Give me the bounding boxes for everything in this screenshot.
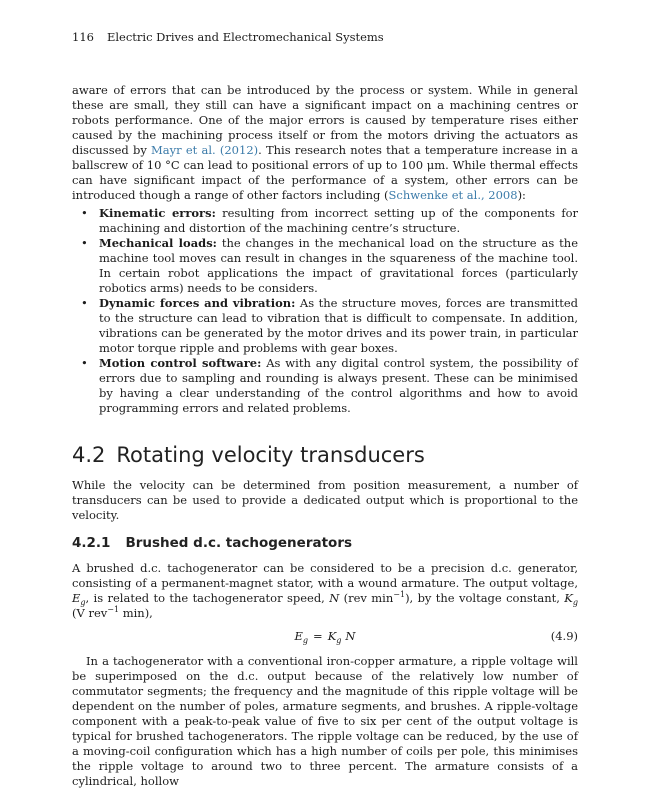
equation-rhs-variable: K — [327, 629, 337, 643]
intro-text-2: . This research notes that a temperature increase in a ballscrew of 10 °C can lead to positional errors of up to 100 μm. While thermal effects can have significant impact of the performance of a system, other errors can be introduced though a range of other factors including ( — [72, 143, 578, 202]
citation-link-schwenke[interactable]: Schwenke et al., 2008 — [388, 188, 518, 202]
subsection-heading — [72, 535, 578, 552]
section-number: 4.2 — [72, 443, 106, 467]
equation-4-9 — [72, 629, 578, 644]
page-number: 116 — [72, 30, 94, 44]
error-factors-list — [81, 206, 578, 416]
superscript-minus-one: −1 — [393, 590, 406, 599]
variable-Eg-subscript: g — [80, 598, 86, 607]
paragraph-intro — [72, 83, 578, 203]
list-item-text: As with any digital control system, the possibility of errors due to sampling and rounding is always present. These can be minimised by having a clear understanding of the control algorithms and how to avoid programming errors and related problems. — [99, 356, 578, 415]
list-item-kinematic-errors — [81, 206, 578, 236]
page-header — [72, 30, 578, 45]
equation-rhs-variable-n: N — [345, 629, 356, 643]
subsection-title: Brushed d.c. tachogenerators — [125, 535, 353, 551]
list-item-dynamic-forces — [81, 296, 578, 356]
list-item-lead: Mechanical loads: — [99, 236, 217, 250]
paragraph-tachogenerator — [72, 561, 578, 621]
tacho-text-6: min), — [119, 606, 153, 620]
tacho-text-5: (V rev — [72, 606, 108, 620]
list-item-text: resulting from incorrect setting up of the components for machining and distortion of the machining centre’s structure. — [99, 206, 578, 235]
list-item-lead: Dynamic forces and vibration: — [99, 296, 296, 310]
section-heading — [72, 442, 578, 468]
list-item-motion-control-software — [81, 356, 578, 416]
paragraph-section-intro: While the velocity can be determined from position measurement, a number of transducers can be used to provide a dedicated output which is proportional to the velocity. — [72, 478, 578, 522]
variable-N: N — [329, 591, 340, 605]
variable-Kg-subscript: g — [572, 598, 578, 607]
superscript-minus-one: −1 — [107, 605, 120, 614]
variable-Eg: E — [72, 591, 81, 605]
list-item-lead: Kinematic errors: — [99, 206, 216, 220]
paragraph-ripple-voltage: In a tachogenerator with a conventional iron-copper armature, a ripple voltage will be superimposed on the d.c. output because of the relatively low number of commutator segments; the frequency and the magnitude of this ripple voltage will be dependent on the number of poles, armature segments, and brushes. A ripple-voltage component with a peak-to-peak value of five to six per cent of the output voltage is typical for brushed tachogenerators. The ripple voltage can be reduced, by the use of a moving-coil configuration which has a high number of coils per pole, this minimises the ripple voltage to around two to three percent. The armature consists of a cylindrical, hollow — [72, 654, 578, 788]
running-title: Electric Drives and Electromechanical Systems — [106, 30, 384, 44]
list-item-text: As the structure moves, forces are transmitted to the structure can lead to vibration that is difficult to compensate. In addition, vibrations can be generated by the motor drives and its power train, in particular motor torque ripple and problems with gear boxes. — [99, 296, 578, 355]
variable-Kg: K — [564, 591, 573, 605]
equation-body — [295, 629, 356, 643]
list-item-mechanical-loads — [81, 236, 578, 296]
intro-text-1: aware of errors that can be introduced by the process or system. While in general these are small, they still can have a significant impact on a machining centres or robots performance. One of the major errors is caused by temperature rises either caused by the machining process itself or from the motors driving the actuators as discussed by — [72, 83, 578, 157]
tacho-text-4: ), by the voltage constant, — [405, 591, 565, 605]
equation-lhs-variable: E — [294, 629, 303, 643]
tacho-text-3: (rev min — [339, 591, 394, 605]
equals-sign: = — [313, 629, 323, 643]
equation-rhs-subscript: g — [336, 636, 342, 645]
tacho-text-1: A brushed d.c. tachogenerator can be considered to be a precision d.c. generator, consisting of a permanent-magnet stator, with a wound armature. The output voltage, — [72, 561, 578, 590]
equation-lhs-subscript: g — [302, 636, 309, 645]
citation-link-mayr[interactable]: Mayr et al. (2012) — [151, 143, 259, 157]
section-title: Rotating velocity transducers — [116, 443, 425, 467]
list-item-lead: Motion control software: — [99, 356, 262, 370]
subsection-number: 4.2.1 — [72, 535, 111, 551]
intro-text-3: ): — [517, 188, 526, 202]
list-item-text: the changes in the mechanical load on the structure as the machine tool moves can result in changes in the squareness of the machine tool. In certain robot applications the impact of gravitational forces (particularly robotics arms) needs to be considers. — [99, 236, 579, 295]
equation-number: (4.9) — [550, 629, 578, 643]
tacho-text-2: , is related to the tachogenerator speed, — [85, 591, 330, 605]
